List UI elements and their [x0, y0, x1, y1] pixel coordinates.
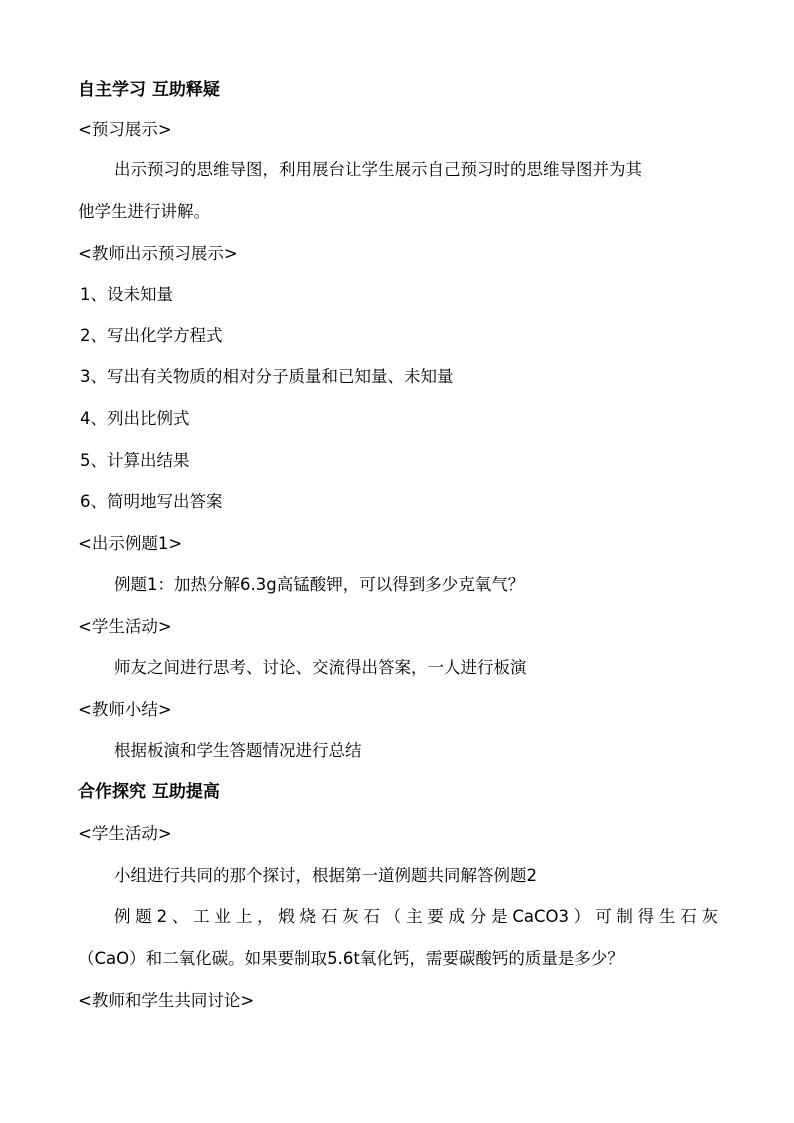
section-heading-cooperative: 合作探究 互助提高 [78, 782, 220, 802]
label-example-1: <出示例题1> [78, 534, 183, 553]
student-activity-2-text: 小组进行共同的那个探讨，根据第一道例题共同解答例题2 [114, 866, 537, 885]
teacher-summary-text: 根据板演和学生答题情况进行总结 [114, 741, 362, 760]
example-2-line-2: （CaO）和二氧化碳。如果要制取5.6t氧化钙，需要碳酸钙的质量是多少？ [78, 949, 624, 968]
step-2: 2、写出化学方程式 [80, 326, 223, 345]
step-1: 1、设未知量 [80, 285, 173, 304]
student-activity-1-text: 师友之间进行思考、讨论、交流得出答案，一人进行板演 [114, 658, 527, 677]
example-1-text: 例题1：加热分解6.3g高锰酸钾，可以得到多少克氧气？ [114, 575, 525, 594]
label-student-activity-1: <学生活动> [78, 617, 172, 636]
label-student-activity-2: <学生活动> [78, 824, 172, 843]
paragraph-preview-line-1: 出示预习的思维导图，利用展台让学生展示自己预习时的思维导图并为其 [114, 160, 642, 179]
label-teacher-student-discussion: <教师和学生共同讨论> [78, 991, 255, 1010]
label-preview-display: <预习展示> [78, 120, 172, 139]
paragraph-preview-line-2: 他学生进行讲解。 [78, 202, 210, 221]
label-teacher-summary: <教师小结> [78, 700, 172, 719]
step-5: 5、计算出结果 [80, 451, 190, 470]
label-teacher-preview: <教师出示预习展示> [78, 244, 238, 263]
example-2-line-1: 例题2、工业上，煅烧石灰石（主要成分是CaCO3）可制得生石灰 [114, 907, 718, 926]
step-6: 6、简明地写出答案 [80, 492, 223, 511]
step-3: 3、写出有关物质的相对分子质量和已知量、未知量 [80, 367, 454, 386]
step-4: 4、列出比例式 [80, 409, 190, 428]
section-heading-self-study: 自主学习 互助释疑 [78, 80, 220, 100]
